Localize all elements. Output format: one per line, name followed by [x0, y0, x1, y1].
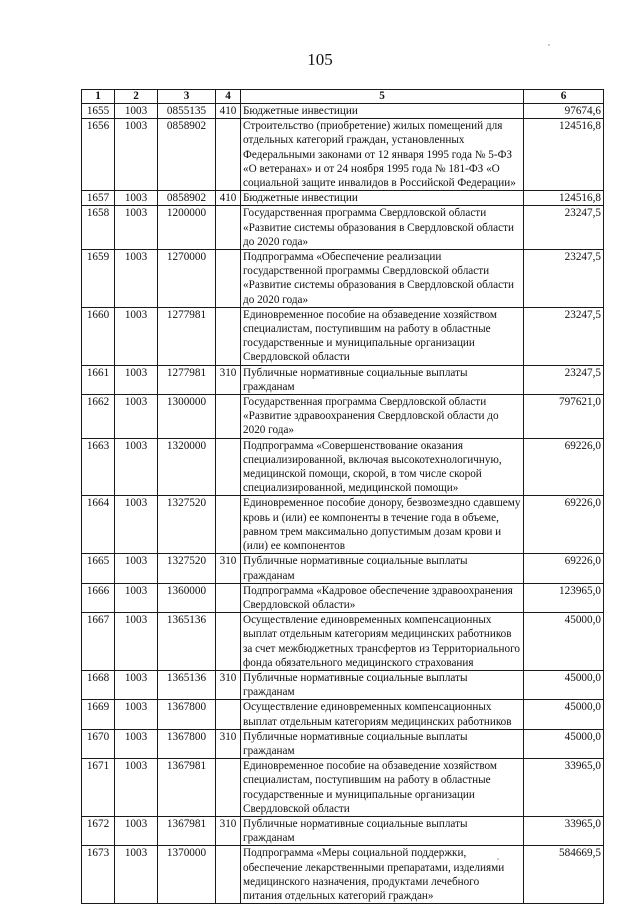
section-code: 1003: [115, 191, 158, 206]
expense-type-code: 310: [216, 816, 241, 845]
target-article-code: 0858902: [158, 191, 216, 206]
table-row: [82, 365, 604, 394]
amount: 23247,5: [524, 206, 604, 250]
item-name: Публичные нормативные социальные выплаты гражданам: [241, 729, 524, 758]
section-code: 1003: [115, 250, 158, 308]
table-row: [82, 206, 604, 250]
table-row: [82, 119, 604, 191]
section-code: 1003: [115, 846, 158, 904]
expense-type-code: [216, 250, 241, 308]
section-code: 1003: [115, 700, 158, 729]
target-article-code: 1320000: [158, 438, 216, 496]
table-row: [82, 104, 604, 119]
expense-type-code: 310: [216, 729, 241, 758]
item-name: Подпрограмма «Совершенствование оказания специализированной, включая высокотехнологичную, медицинской помощи, скорой, в том числе скорой специализированной, медицинской помощи»: [241, 438, 524, 496]
amount: 33965,0: [524, 759, 604, 817]
target-article-code: 1200000: [158, 206, 216, 250]
header-col-4: 4: [216, 90, 241, 104]
amount: 33965,0: [524, 816, 604, 845]
amount: 69226,0: [524, 496, 604, 554]
amount: 797621,0: [524, 395, 604, 439]
table-row: [82, 700, 604, 729]
row-number: 1664: [82, 496, 115, 554]
target-article-code: 1360000: [158, 583, 216, 612]
target-article-code: 0858902: [158, 119, 216, 191]
header-col-1: 1: [82, 90, 115, 104]
target-article-code: 1370000: [158, 846, 216, 904]
item-name: Государственная программа Свердловской области «Развитие здравоохранения Свердловской области до 2020 года»: [241, 395, 524, 439]
section-code: 1003: [115, 554, 158, 583]
item-name: Публичные нормативные социальные выплаты гражданам: [241, 554, 524, 583]
target-article-code: 1367800: [158, 700, 216, 729]
table-body: [82, 104, 604, 904]
table-row: [82, 583, 604, 612]
section-code: 1003: [115, 365, 158, 394]
target-article-code: 1327520: [158, 554, 216, 583]
row-number: 1673: [82, 846, 115, 904]
header-col-3: 3: [158, 90, 216, 104]
header-col-5: 5: [241, 90, 524, 104]
target-article-code: 1300000: [158, 395, 216, 439]
target-article-code: 1367981: [158, 759, 216, 817]
row-number: 1656: [82, 119, 115, 191]
table-row: [82, 729, 604, 758]
header-col-2: 2: [115, 90, 158, 104]
table-row: [82, 250, 604, 308]
expense-type-code: [216, 496, 241, 554]
expense-type-code: [216, 438, 241, 496]
expense-type-code: [216, 846, 241, 904]
row-number: 1659: [82, 250, 115, 308]
section-code: 1003: [115, 670, 158, 699]
item-name: Единовременное пособие на обзаведение хозяйством специалистам, поступившим на работу в областные государственные и муниципальные организации Свердловской области: [241, 759, 524, 817]
expense-type-code: [216, 307, 241, 365]
scan-speck: [548, 44, 550, 46]
item-name: Публичные нормативные социальные выплаты гражданам: [241, 365, 524, 394]
target-article-code: 1365136: [158, 613, 216, 671]
section-code: 1003: [115, 307, 158, 365]
row-number: 1657: [82, 191, 115, 206]
item-name: Бюджетные инвестиции: [241, 191, 524, 206]
expense-type-code: 310: [216, 554, 241, 583]
scan-speck: [497, 858, 499, 860]
item-name: Публичные нормативные социальные выплаты гражданам: [241, 816, 524, 845]
amount: 69226,0: [524, 554, 604, 583]
item-name: Государственная программа Свердловской области «Развитие системы образования в Свердловской области до 2020 года»: [241, 206, 524, 250]
table-row: [82, 438, 604, 496]
row-number: 1661: [82, 365, 115, 394]
amount: 124516,8: [524, 191, 604, 206]
item-name: Осуществление единовременных компенсационных выплат отдельным категориям медицинских работников: [241, 700, 524, 729]
expense-type-code: [216, 613, 241, 671]
expense-type-code: [216, 206, 241, 250]
expense-type-code: [216, 759, 241, 817]
row-number: 1663: [82, 438, 115, 496]
expense-type-code: 410: [216, 104, 241, 119]
expense-type-code: [216, 395, 241, 439]
table-row: [82, 759, 604, 817]
row-number: 1662: [82, 395, 115, 439]
item-name: Строительство (приобретение) жилых помещений для отдельных категорий граждан, установленных Федеральными законами от 12 января 1995 года № 5-ФЗ «О ветеранах» и от 24 ноября 1995 года № 181-ФЗ «О социальной защите инвалидов в Российской Федерации»: [241, 119, 524, 191]
amount: 45000,0: [524, 729, 604, 758]
section-code: 1003: [115, 496, 158, 554]
expense-type-code: 410: [216, 191, 241, 206]
expense-type-code: [216, 119, 241, 191]
row-number: 1665: [82, 554, 115, 583]
section-code: 1003: [115, 438, 158, 496]
row-number: 1669: [82, 700, 115, 729]
table-row: [82, 670, 604, 699]
section-code: 1003: [115, 206, 158, 250]
row-number: 1672: [82, 816, 115, 845]
amount: 23247,5: [524, 307, 604, 365]
target-article-code: 1365136: [158, 670, 216, 699]
row-number: 1668: [82, 670, 115, 699]
row-number: 1660: [82, 307, 115, 365]
amount: 45000,0: [524, 613, 604, 671]
item-name: Единовременное пособие донору, безвозмездно сдавшему кровь и (или) ее компоненты в течение года в объеме, равном трем максимально допустимым дозам крови и (или) ее компонентов: [241, 496, 524, 554]
item-name: Осуществление единовременных компенсационных выплат отдельным категориям медицинских работников за счет межбюджетных трансфертов из Территориального фонда обязательного медицинского страхования: [241, 613, 524, 671]
row-number: 1671: [82, 759, 115, 817]
amount: 23247,5: [524, 365, 604, 394]
section-code: 1003: [115, 104, 158, 119]
item-name: Подпрограмма «Меры социальной поддержки, обеспечение лекарственными препаратами, изделиями медицинского назначения, продуктами лечебного питания отдельных категорий граждан»: [241, 846, 524, 904]
target-article-code: 1327520: [158, 496, 216, 554]
item-name: Публичные нормативные социальные выплаты гражданам: [241, 670, 524, 699]
expense-type-code: 310: [216, 670, 241, 699]
amount: 45000,0: [524, 700, 604, 729]
table-row: [82, 496, 604, 554]
section-code: 1003: [115, 395, 158, 439]
row-number: 1658: [82, 206, 115, 250]
expense-type-code: 310: [216, 365, 241, 394]
section-code: 1003: [115, 816, 158, 845]
amount: 97674,6: [524, 104, 604, 119]
item-name: Подпрограмма «Кадровое обеспечение здравоохранения Свердловской области»: [241, 583, 524, 612]
table-row: [82, 554, 604, 583]
amount: 124516,8: [524, 119, 604, 191]
target-article-code: 1367800: [158, 729, 216, 758]
header-col-6: 6: [524, 90, 604, 104]
target-article-code: 1277981: [158, 365, 216, 394]
row-number: 1655: [82, 104, 115, 119]
section-code: 1003: [115, 759, 158, 817]
expense-type-code: [216, 700, 241, 729]
row-number: 1670: [82, 729, 115, 758]
table-row: [82, 307, 604, 365]
amount: 123965,0: [524, 583, 604, 612]
expense-type-code: [216, 583, 241, 612]
table-row: [82, 846, 604, 904]
target-article-code: 1367981: [158, 816, 216, 845]
amount: 69226,0: [524, 438, 604, 496]
page-number: 105: [307, 50, 333, 69]
target-article-code: 1277981: [158, 307, 216, 365]
table-row: [82, 613, 604, 671]
item-name: Подпрограмма «Обеспечение реализации государственной программы Свердловской области «Развитие системы образования в Свердловской области до 2020 года»: [241, 250, 524, 308]
table-row: [82, 816, 604, 845]
target-article-code: 1270000: [158, 250, 216, 308]
budget-table: [81, 89, 604, 904]
row-number: 1666: [82, 583, 115, 612]
target-article-code: 0855135: [158, 104, 216, 119]
amount: 45000,0: [524, 670, 604, 699]
item-name: Единовременное пособие на обзаведение хозяйством специалистам, поступившим на работу в областные государственные и муниципальные организации Свердловской области: [241, 307, 524, 365]
amount: 584669,5: [524, 846, 604, 904]
table-header-row: [82, 90, 604, 104]
section-code: 1003: [115, 729, 158, 758]
amount: 23247,5: [524, 250, 604, 308]
item-name: Бюджетные инвестиции: [241, 104, 524, 119]
section-code: 1003: [115, 583, 158, 612]
table-row: [82, 395, 604, 439]
section-code: 1003: [115, 119, 158, 191]
row-number: 1667: [82, 613, 115, 671]
section-code: 1003: [115, 613, 158, 671]
table-row: [82, 191, 604, 206]
